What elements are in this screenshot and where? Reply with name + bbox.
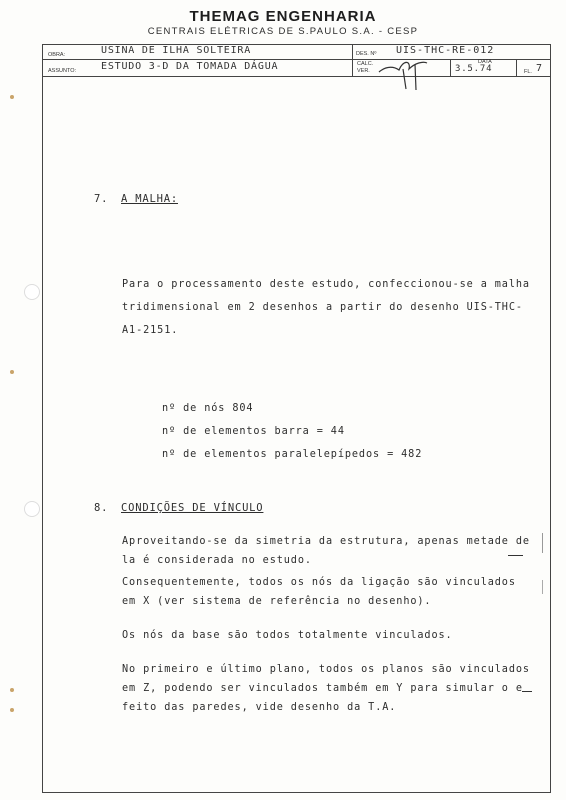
sheet-label: FL. <box>524 69 532 75</box>
section-8-para-line: Os nós da base são todos totalmente vinculados. <box>122 630 453 641</box>
signature-initials <box>375 55 435 93</box>
handwritten-underline <box>522 691 532 692</box>
margin-dot <box>10 370 14 374</box>
section-7-para-line: tridimensional em 2 desenhos a partir do desenho UIS-THC- <box>122 302 523 313</box>
calc-label: CALC. <box>357 61 374 67</box>
date-label: DATA <box>478 59 492 65</box>
des-label: DES. Nº <box>356 51 377 57</box>
client-subtitle: CENTRAIS ELÉTRICAS DE S.PAULO S.A. - CESP <box>147 26 419 37</box>
node-count: nº de nós 804 <box>162 403 254 414</box>
brick-element-count: nº de elementos paralelepípedos = 482 <box>162 449 423 460</box>
section-7-number: 7. <box>94 193 109 205</box>
obra-label: OBRA: <box>48 52 66 58</box>
obra-value: USINA DE ILHA SOLTEIRA <box>101 45 252 56</box>
header-column-divider <box>352 44 353 76</box>
header-bottom-divider <box>42 76 551 77</box>
sheet-column-divider <box>516 59 517 76</box>
section-8-para-line: No primeiro e último plano, todos os planos são vinculados <box>122 664 530 675</box>
section-8-para-line: em X (ver sistema de referência no desenho). <box>122 596 432 607</box>
handwritten-underline <box>508 555 523 556</box>
section-8-para-line: Consequentemente, todos os nós da ligação são vinculados <box>122 577 516 588</box>
section-8-para-line: la é considerada no estudo. <box>122 555 312 566</box>
company-title: THEMAG ENGENHARIA <box>189 8 377 25</box>
des-value: UIS-THC-RE-012 <box>396 45 495 56</box>
bar-element-count: nº de elementos barra = 44 <box>162 426 345 437</box>
date-value: 3.5.74 <box>455 64 493 74</box>
section-8-title: CONDIÇÕES DE VÍNCULO <box>121 502 264 514</box>
margin-mark <box>542 533 543 553</box>
margin-dot <box>10 688 14 692</box>
section-7-para-line: Para o processamento deste estudo, confeccionou-se a malha <box>122 279 530 290</box>
margin-dot <box>10 708 14 712</box>
section-7-para-line: A1-2151. <box>122 325 179 336</box>
section-8-number: 8. <box>94 502 109 514</box>
margin-dot <box>10 95 14 99</box>
header-row-divider <box>42 59 551 60</box>
margin-mark <box>542 580 543 594</box>
section-8-para-line: Aproveitando-se da simetria da estrutura, apenas metade de <box>122 536 530 547</box>
punch-hole <box>24 284 40 300</box>
section-8-para-line: feito das paredes, vide desenho da T.A. <box>122 702 397 713</box>
date-column-divider <box>450 59 451 76</box>
ver-label: VER. <box>357 68 370 74</box>
section-7-title: A MALHA: <box>121 193 178 205</box>
section-8-para-line: em Z, podendo ser vinculados também em Y para simular o e <box>122 683 523 694</box>
punch-hole <box>24 501 40 517</box>
assunto-value: ESTUDO 3-D DA TOMADA DÁGUA <box>101 61 279 72</box>
sheet-number: 7 <box>536 63 543 74</box>
page-frame <box>42 44 551 793</box>
assunto-label: ASSUNTO: <box>48 68 77 74</box>
